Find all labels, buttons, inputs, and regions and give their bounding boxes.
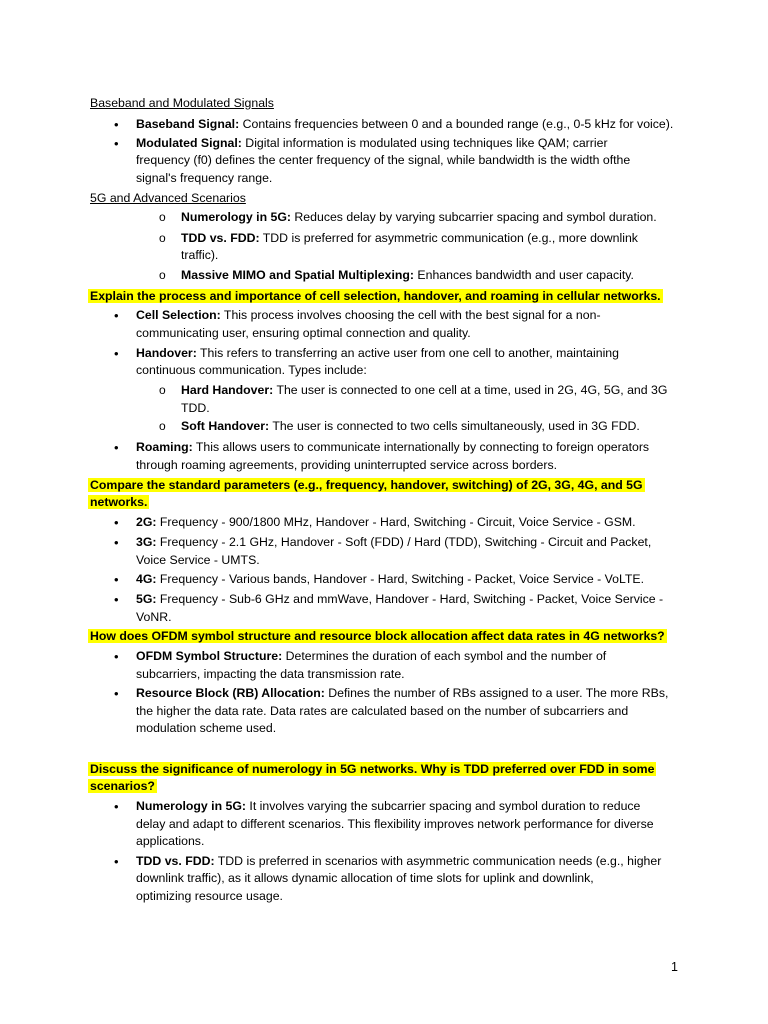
item-text: TDD is preferred in scenarios with asymmetric communication needs (e.g., higher — [214, 854, 662, 868]
list-item — [136, 439, 649, 456]
item-text: Frequency - Sub-6 GHz and mmWave, Handover - Hard, Switching - Packet, Voice Service - — [156, 592, 664, 606]
item-label: Hard Handover: — [181, 383, 274, 397]
list-item — [181, 382, 667, 399]
item-text: Frequency - Various bands, Handover - Hard, Switching - Packet, Voice Service - VoLTE. — [156, 572, 645, 586]
item-label: Numerology in 5G: — [181, 210, 291, 224]
bullet-icon: • — [114, 136, 119, 151]
item-text-continued: the higher the data rate. Data rates are calculated based on the number of subcarriers and — [136, 704, 629, 718]
question-cell-selection — [88, 288, 663, 305]
question-standards-continued — [88, 494, 149, 511]
item-label: Cell Selection: — [136, 308, 221, 322]
list-item — [136, 571, 644, 588]
bullet-icon: • — [114, 117, 119, 132]
list-item — [136, 534, 651, 551]
item-label: Baseband Signal: — [136, 117, 240, 131]
item-label: TDD vs. FDD: — [136, 854, 215, 868]
bullet-icon: • — [114, 308, 119, 323]
question-ofdm — [88, 628, 667, 645]
bullet-icon: • — [114, 854, 119, 869]
item-label: 2G: — [136, 515, 157, 529]
item-text-continued: subcarriers, impacting the data transmission rate. — [136, 667, 405, 681]
item-text: Enhances bandwidth and user capacity. — [414, 268, 634, 282]
sub-bullet-icon: o — [159, 419, 166, 433]
highlighted-question: scenarios? — [90, 779, 155, 793]
item-label: 5G: — [136, 592, 157, 606]
bullet-icon: • — [114, 535, 119, 550]
item-text: The user is connected to one cell at a time, used in 2G, 4G, 5G, and 3G — [273, 383, 668, 397]
highlighted-question: Explain the process and importance of cell selection, handover, and roaming in cellular networks. — [90, 289, 661, 303]
item-label: 3G: — [136, 535, 157, 549]
item-label: Massive MIMO and Spatial Multiplexing: — [181, 268, 414, 282]
bullet-icon: • — [114, 799, 119, 814]
item-text-continued: applications. — [136, 834, 205, 848]
item-text-continued: Voice Service - UMTS. — [136, 553, 260, 567]
item-text: This allows users to communicate internationally by connecting to foreign operators — [192, 440, 650, 454]
list-item — [136, 345, 619, 362]
sub-bullet-icon: o — [159, 210, 166, 224]
item-text: Digital information is modulated using techniques like QAM; carrier — [241, 136, 608, 150]
item-text-continued: modulation scheme used. — [136, 721, 277, 735]
item-label: Resource Block (RB) Allocation: — [136, 686, 325, 700]
item-text-continued: continuous communication. Types include: — [136, 363, 367, 377]
item-text-continued: communicating user, ensuring optimal connection and quality. — [136, 326, 471, 340]
item-text: This process involves choosing the cell with the best signal for a non- — [220, 308, 601, 322]
list-item — [136, 135, 608, 152]
list-item — [136, 648, 606, 665]
highlighted-question: networks. — [90, 495, 148, 509]
list-item — [181, 209, 657, 226]
list-item — [136, 514, 636, 531]
item-label: OFDM Symbol Structure: — [136, 649, 283, 663]
item-label: Soft Handover: — [181, 419, 270, 433]
item-text-continued: VoNR. — [136, 610, 172, 624]
list-item — [181, 230, 638, 247]
list-item — [181, 267, 634, 284]
item-text-continued: downlink traffic), as it allows dynamic allocation of time slots for uplink and downlink, — [136, 871, 594, 885]
list-item — [136, 685, 668, 702]
item-label: TDD vs. FDD: — [181, 231, 260, 245]
highlighted-question: How does OFDM symbol structure and resource block allocation affect data rates in 4G networks? — [90, 629, 665, 643]
list-item — [136, 307, 601, 324]
item-text-continued: through roaming agreements, providing uninterrupted service across borders. — [136, 458, 558, 472]
item-text: TDD is preferred for asymmetric communication (e.g., more downlink — [259, 231, 638, 245]
item-text-continued: frequency (f0) defines the center frequency of the signal, while bandwidth is the width ofthe — [136, 153, 631, 167]
bullet-icon: • — [114, 440, 119, 455]
bullet-icon: • — [114, 592, 119, 607]
list-item — [136, 853, 661, 870]
item-text-continued: optimizing resource usage. — [136, 889, 283, 903]
item-text-continued: delay and adapt to different scenarios. This flexibility improves network performance for diverse — [136, 817, 654, 831]
item-text: The user is connected to two cells simultaneously, used in 3G FDD. — [269, 419, 640, 433]
bullet-icon: • — [114, 649, 119, 664]
sub-bullet-icon: o — [159, 268, 166, 282]
bullet-icon: • — [114, 515, 119, 530]
item-text: Determines the duration of each symbol and the number of — [282, 649, 607, 663]
item-label: 4G: — [136, 572, 157, 586]
item-text: Contains frequencies between 0 and a bounded range (e.g., 0-5 kHz for voice). — [239, 117, 674, 131]
item-text: Frequency - 900/1800 MHz, Handover - Hard, Switching - Circuit, Voice Service - GSM. — [156, 515, 636, 529]
bullet-icon: • — [114, 686, 119, 701]
item-label: Handover: — [136, 346, 197, 360]
item-text: It involves varying the subcarrier spacing and symbol duration to reduce — [246, 799, 641, 813]
section-heading-5g: 5G and Advanced Scenarios — [90, 191, 246, 205]
item-text-continued: traffic). — [181, 248, 219, 262]
sub-bullet-icon: o — [159, 231, 166, 245]
sub-bullet-icon: o — [159, 383, 166, 397]
item-label: Modulated Signal: — [136, 136, 242, 150]
page-number: 1 — [671, 960, 678, 974]
list-item — [136, 116, 673, 133]
question-numerology-continued — [88, 778, 157, 795]
bullet-icon: • — [114, 572, 119, 587]
list-item — [136, 798, 640, 815]
highlighted-question: Compare the standard parameters (e.g., frequency, handover, switching) of 2G, 3G, 4G, and 5G — [90, 478, 643, 492]
item-label: Numerology in 5G: — [136, 799, 246, 813]
question-standards — [88, 477, 645, 494]
bullet-icon: • — [114, 346, 119, 361]
question-numerology — [88, 761, 656, 778]
item-text-continued: TDD. — [181, 401, 210, 415]
item-text-continued: signal's frequency range. — [136, 171, 273, 185]
item-text: Reduces delay by varying subcarrier spacing and symbol duration. — [291, 210, 657, 224]
item-text: Frequency - 2.1 GHz, Handover - Soft (FDD) / Hard (TDD), Switching - Circuit and Packet, — [156, 535, 652, 549]
item-text: Defines the number of RBs assigned to a user. The more RBs, — [324, 686, 669, 700]
item-text: This refers to transferring an active user from one cell to another, maintaining — [196, 346, 619, 360]
list-item — [181, 418, 640, 435]
highlighted-question: Discuss the significance of numerology in 5G networks. Why is TDD preferred over FDD in some — [90, 762, 655, 776]
section-heading-baseband: Baseband and Modulated Signals — [90, 96, 274, 110]
item-label: Roaming: — [136, 440, 193, 454]
list-item — [136, 591, 663, 608]
